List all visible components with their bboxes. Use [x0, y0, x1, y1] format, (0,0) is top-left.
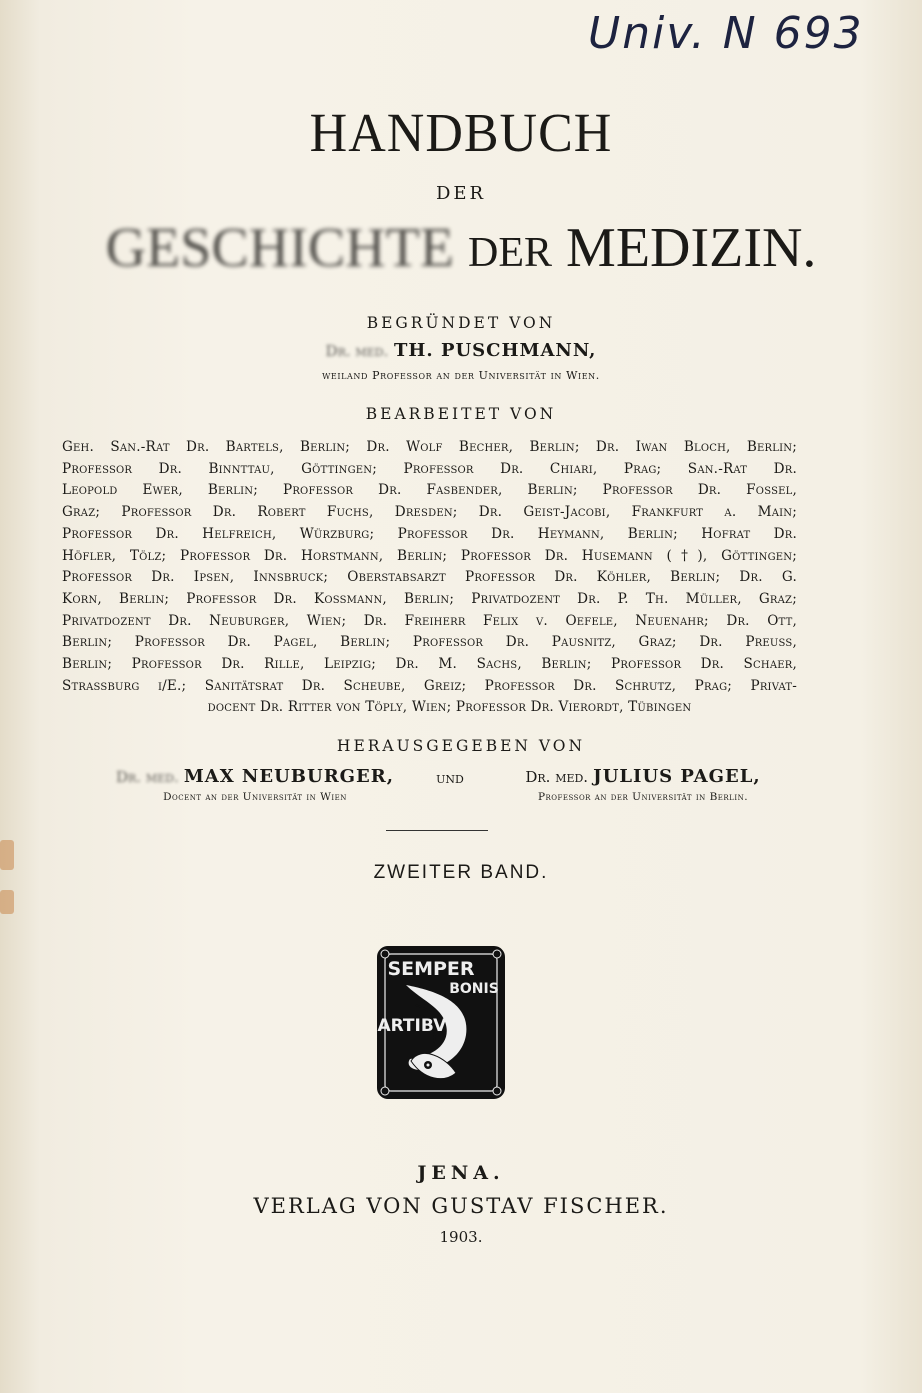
editor-name: MAX NEUBURGER,: [183, 766, 394, 787]
divider-rule: [386, 830, 488, 831]
contributor-line: docent Dr. Ritter von Töply, Wien; Professor Dr. Vierordt, Tübingen: [207, 699, 692, 716]
editor-pagel: [478, 766, 808, 803]
editor-affiliation: Docent an der Universität in Wien: [163, 791, 347, 803]
contributor-line: Geh. San.-Rat Dr. Bartels, Berlin; Dr. Wolf Becher, Berlin; Dr. Iwan Bloch, Berlin;: [62, 439, 797, 455]
book-title-line1: HANDBUCH: [309, 103, 613, 164]
editor-prefix: Dr. med.: [525, 768, 589, 786]
founder-label: BEGRÜNDET VON: [366, 314, 556, 332]
editor-affiliation: Professor an der Universität in Berlin.: [537, 791, 749, 803]
contributor-line: Leopold Ewer, Berlin; Professor Dr. Fasbender, Berlin; Professor Dr. Fossel,: [62, 482, 797, 499]
contributor-line: Graz; Professor Dr. Robert Fuchs, Dresden; Dr. Geist-Jacobi, Frankfurt a. Main;: [62, 504, 797, 521]
paper-stain: [0, 890, 14, 914]
contributor-line: Privatdozent Dr. Neuburger, Wien; Dr. Freiherr Felix v. Oefele, Neuenahr; Dr. Ott,: [62, 612, 797, 629]
imprint-year: 1903.: [439, 1228, 483, 1246]
founder-affiliation: weiland Professor an der Universität in Wien.: [322, 369, 600, 382]
imprint-publisher: VERLAG VON GUSTAV FISCHER.: [253, 1194, 669, 1218]
book-title-connector: DER: [435, 183, 487, 204]
title-word-medizin: MEDIZIN.: [566, 217, 817, 279]
contributors-label: BEARBEITET VON: [365, 405, 557, 423]
editors-conjunction: und: [436, 769, 464, 787]
editors-block: [0, 766, 922, 816]
editor-name: JULIUS PAGEL,: [593, 766, 761, 787]
handwritten-shelfmark: Univ. N 693: [588, 8, 864, 59]
emblem-word-semper: SEMPER: [387, 958, 475, 980]
contributor-line: Korn, Berlin; Professor Dr. Kossmann, Berlin; Privatdozent Dr. P. Th. Müller, Graz;: [62, 590, 797, 607]
contributor-line: Professor Dr. Helfreich, Würzburg; Professor Dr. Heymann, Berlin; Hofrat Dr.: [62, 525, 797, 542]
book-title-line2: [0, 216, 922, 280]
founder-line: [0, 340, 922, 361]
emblem-word-artibus: ARTIBVS: [377, 1016, 459, 1036]
title-word-geschichte: GESCHICHTE: [105, 217, 455, 279]
contributor-line: Professor Dr. Binnttau, Göttingen; Professor Dr. Chiari, Prag; San.-Rat Dr.: [62, 460, 797, 477]
emblem-word-bonis: BONIS: [449, 981, 499, 997]
imprint-place: JENA.: [417, 1162, 505, 1184]
founder-name: TH. PUSCHMANN,: [394, 340, 597, 361]
founder-prefix: Dr. med.: [325, 342, 389, 360]
volume-label: ZWEITER BAND.: [373, 862, 549, 883]
contributor-line: Berlin; Professor Dr. Rille, Leipzig; Dr. M. Sachs, Berlin; Professor Dr. Schaer,: [62, 656, 797, 673]
contributor-line: Professor Dr. Ipsen, Innsbruck; Oberstabsarzt Professor Dr. Köhler, Berlin; Dr. G.: [62, 569, 797, 586]
contributor-line: Strassburg i/E.; Sanitätsrat Dr. Scheube, Greiz; Professor Dr. Schrutz, Prag; Privat-: [62, 677, 797, 694]
editor-prefix: Dr. med.: [115, 768, 179, 786]
publisher-emblem: [376, 945, 506, 1100]
contributor-line: Berlin; Professor Dr. Pagel, Berlin; Professor Dr. Pausnitz, Graz; Dr. Preuss,: [62, 634, 797, 651]
title-word-der: DER: [468, 230, 553, 276]
contributors-list: [62, 437, 797, 719]
editors-label: HERAUSGEGEBEN VON: [336, 737, 586, 755]
editor-neuburger: [100, 766, 410, 803]
contributor-line: Höfler, Tölz; Professor Dr. Horstmann, Berlin; Professor Dr. Husemann (†), Göttingen;: [62, 547, 797, 564]
